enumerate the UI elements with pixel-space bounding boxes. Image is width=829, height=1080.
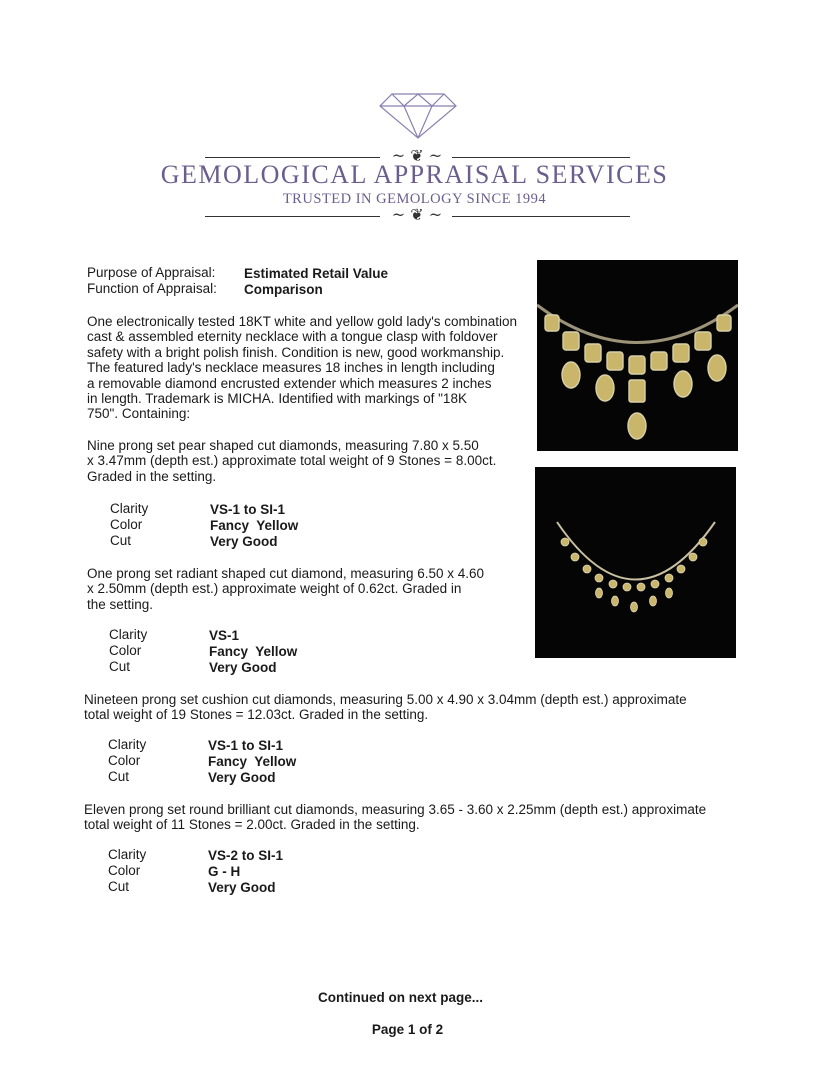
cut-label: Cut: [108, 879, 130, 894]
color-value: Fancy Yellow: [208, 754, 297, 769]
color-value: Fancy Yellow: [209, 644, 298, 659]
description-line: safety with a bright polish finish. Condition is new, good workmanship.: [87, 344, 505, 360]
description-line: a removable diamond encrusted extender which measures 2 inches: [87, 375, 492, 391]
cut-label: Cut: [108, 769, 130, 784]
stone-line: Nineteen prong set cushion cut diamonds, measuring 5.00 x 4.90 x 3.04mm (depth est.) approximate: [84, 692, 687, 707]
clarity-value: VS-1 to SI-1: [208, 738, 284, 753]
clarity-label: Clarity: [109, 627, 148, 642]
color-label: Color: [109, 643, 142, 658]
cut-value: Very Good: [209, 660, 277, 675]
cut-label: Cut: [110, 533, 132, 548]
description-line: One electronically tested 18KT white and yellow gold lady's combination: [87, 314, 518, 329]
description-line: in length. Trademark is MICHA. Identified with markings of "18K: [87, 391, 467, 407]
clarity-value: VS-2 to SI-1: [208, 848, 284, 863]
stone-description: [84, 802, 724, 833]
clarity-label: Clarity: [108, 737, 147, 752]
cut-value: Very Good: [208, 880, 276, 895]
necklace-full-photo: [535, 467, 736, 658]
cut-label: Cut: [109, 659, 131, 674]
stone-line: the setting.: [87, 596, 154, 612]
company-tagline: TRUSTED IN GEMOLOGY SINCE 1994: [282, 191, 547, 207]
clarity-label: Clarity: [110, 501, 149, 516]
color-label: Color: [108, 863, 141, 878]
color-label: Color: [108, 753, 141, 768]
description-line: 750". Containing:: [87, 406, 191, 422]
cut-value: Very Good: [208, 770, 276, 785]
continued-note: Continued on next page...: [318, 990, 483, 1005]
stone-line: Eleven prong set round brilliant cut diamonds, measuring 3.65 - 3.60 x 2.25mm (depth est.) approximate: [84, 802, 707, 817]
header-rule-top-left: [205, 157, 380, 158]
stone-description: [87, 438, 527, 484]
function-value: Comparison: [244, 282, 323, 297]
diamond-logo-icon: [378, 92, 458, 140]
header-rule-bottom-right: [452, 216, 630, 217]
stone-line: x 2.50mm (depth est.) approximate weight of 0.62ct. Graded in: [87, 581, 462, 597]
necklace-closeup-photo: [537, 260, 738, 451]
clarity-value: VS-1: [209, 628, 240, 643]
stone-line: Nine prong set pear shaped cut diamonds, measuring 7.80 x 5.50: [87, 438, 479, 453]
item-description: [87, 314, 527, 422]
swirl-ornament-icon: ~ ❦ ~: [391, 205, 443, 224]
description-line: The featured lady's necklace measures 18 inches in length including: [87, 360, 495, 376]
stone-description: [84, 692, 724, 723]
clarity-value: VS-1 to SI-1: [210, 502, 286, 517]
color-value: Fancy Yellow: [210, 518, 299, 533]
stone-line: x 3.47mm (depth est.) approximate total weight of 9 Stones = 8.00ct.: [87, 453, 497, 469]
stone-line: total weight of 19 Stones = 12.03ct. Graded in the setting.: [84, 707, 429, 723]
stone-line: total weight of 11 Stones = 2.00ct. Graded in the setting.: [84, 817, 420, 833]
header-rule-bottom-left: [205, 216, 380, 217]
header-rule-top-right: [452, 157, 630, 158]
company-name: GEMOLOGICAL APPRAISAL SERVICES: [160, 160, 669, 189]
clarity-label: Clarity: [108, 847, 147, 862]
color-label: Color: [110, 517, 143, 532]
swirl-ornament-icon: ~ ❦ ~: [391, 146, 443, 165]
function-label: Function of Appraisal:: [87, 281, 217, 296]
stone-line: One prong set radiant shaped cut diamond, measuring 6.50 x 4.60: [87, 566, 485, 581]
page-number: Page 1 of 2: [371, 1022, 444, 1037]
purpose-value: Estimated Retail Value: [244, 266, 389, 281]
stone-line: Graded in the setting.: [87, 468, 217, 484]
description-line: cast & assembled eternity necklace with a tongue clasp with foldover: [87, 329, 498, 345]
cut-value: Very Good: [210, 534, 278, 549]
color-value: G - H: [208, 864, 241, 879]
purpose-label: Purpose of Appraisal:: [87, 265, 216, 280]
stone-description: [87, 566, 527, 612]
